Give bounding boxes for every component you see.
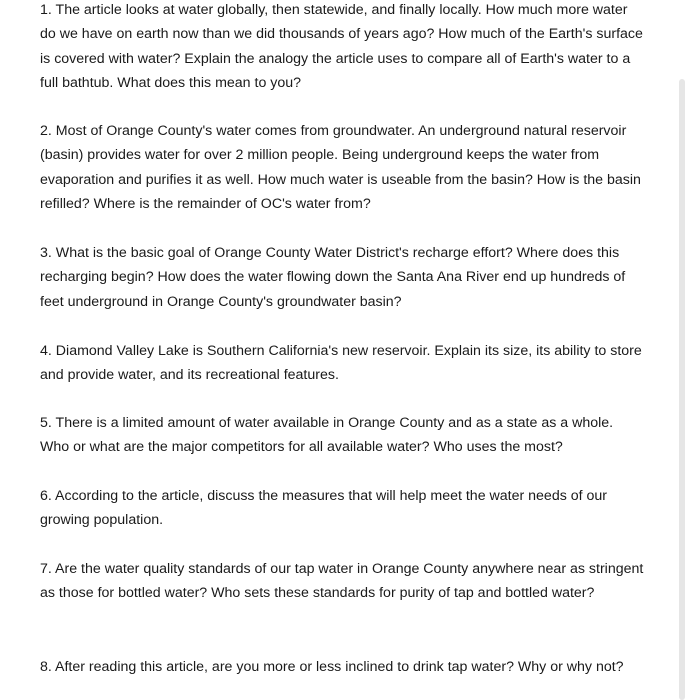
question-text: Most of Orange County's water comes from groundwater. An underground natural reservoir (basin) provides water for over 2 million people. Being underground keeps the water from evaporation and purifies it as well. How much water is useable from the basin? How is the basin refilled? Where is the remainder of OC's water from? [40, 123, 641, 213]
question-number: 6. [40, 488, 52, 504]
question-text: Are the water quality standards of our tap water in Orange County anywhere near as stringent as those for bottled water? Who sets these standards for purity of tap and bottled water? [40, 561, 644, 602]
question-item [40, 119, 646, 217]
question-item [40, 339, 646, 388]
vertical-scrollbar[interactable] [676, 0, 688, 700]
question-item [40, 655, 646, 679]
question-number: 4. [40, 343, 52, 359]
question-item [40, 411, 646, 460]
question-text: Diamond Valley Lake is Southern California's new reservoir. Explain its size, its ability to store and provide water, and its recreational features. [40, 343, 642, 384]
question-number: 2. [40, 123, 52, 139]
question-text: According to the article, discuss the measures that will help meet the water needs of our growing population. [40, 488, 608, 529]
question-number: 5. [40, 415, 52, 431]
question-number: 8. [40, 659, 52, 675]
question-number: 7. [40, 561, 52, 577]
scrollbar-thumb[interactable] [679, 79, 685, 700]
question-text: There is a limited amount of water available in Orange County and as a state as a whole. Who or what are the major competitors for all available water? Who uses the most? [40, 415, 614, 456]
question-text: What is the basic goal of Orange County Water District's recharge effort? Where does this recharging begin? How does the water flowing down the Santa Ana River end up hundreds of feet underground in Orange County's groundwater basin? [40, 245, 626, 310]
question-text: After reading this article, are you more or less inclined to drink tap water? Why or why not? [55, 659, 624, 675]
question-item [40, 484, 646, 533]
question-number: 1. [40, 2, 52, 18]
question-item [40, 241, 646, 314]
question-item [40, 0, 646, 96]
question-item [40, 557, 646, 606]
question-number: 3. [40, 245, 52, 261]
question-text: The article looks at water globally, then statewide, and finally locally. How much more water do we have on earth now than we did thousands of years ago? How much of the Earth's surface is covered with water? Explain the analogy the article uses to compare all of Earth's water to a full bathtub. What does this mean to you? [40, 2, 643, 92]
